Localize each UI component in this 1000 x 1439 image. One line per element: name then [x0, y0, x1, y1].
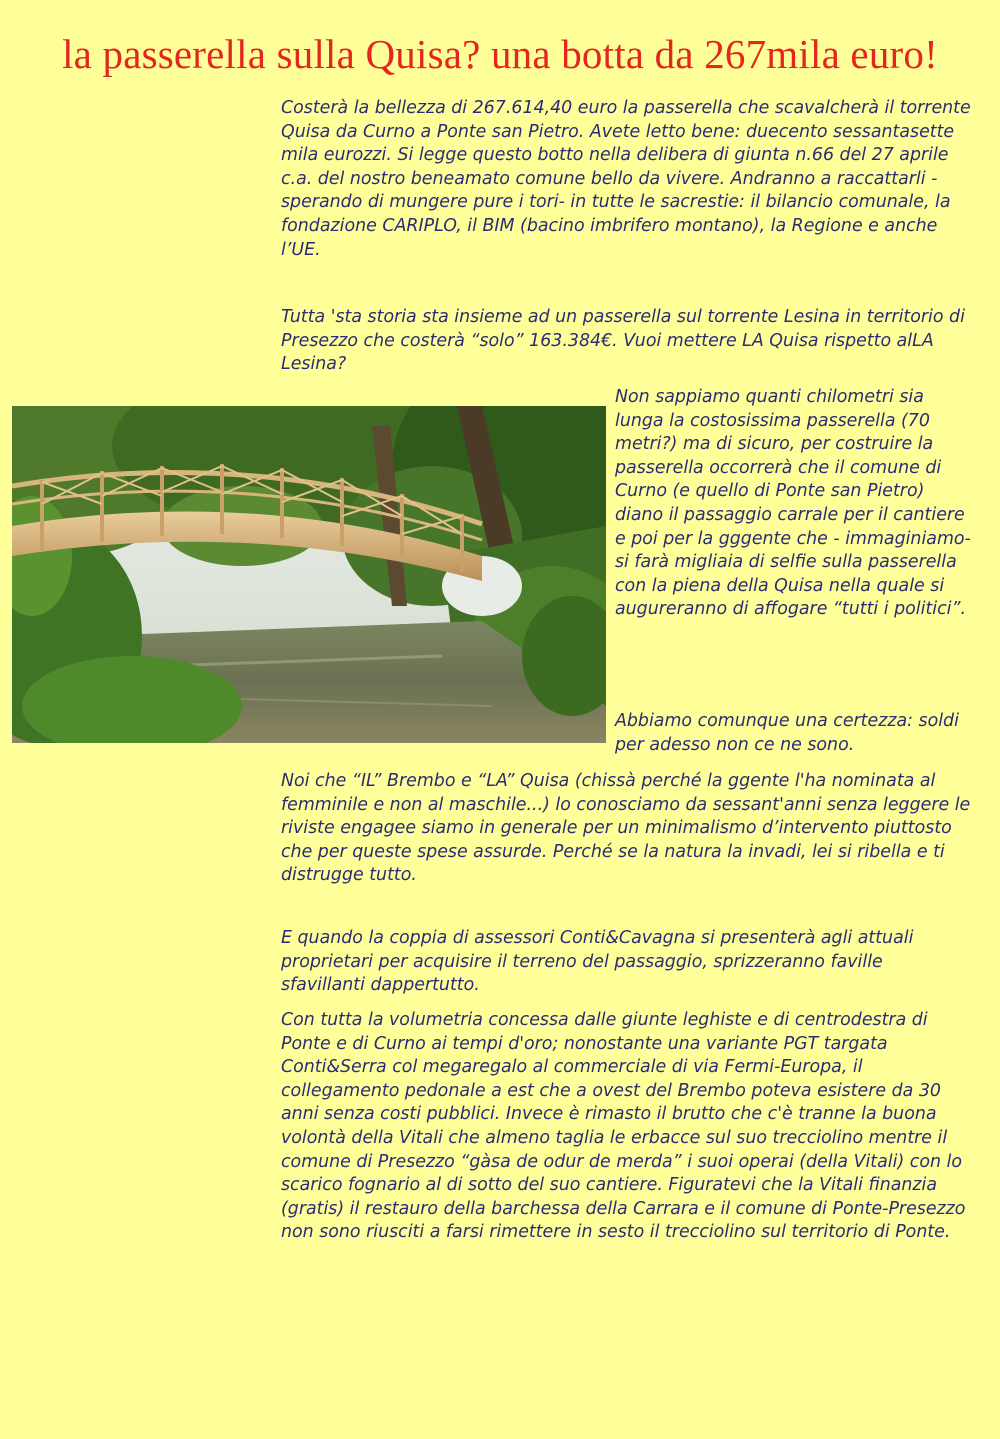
paragraph-lesina: Tutta 'sta storia sta insieme ad un passerella sul torrente Lesina in territorio di Presezzo che costerà “solo” 163.384€. Vuoi mettere LA Quisa rispetto alLA Lesina? — [281, 307, 965, 375]
paragraph-certainty: Abbiamo comunque una certezza: soldi per adesso non ce ne sono. — [615, 711, 959, 755]
paragraph-volumetria: Con tutta la volumetria concessa dalle giunte leghiste e di centrodestra di Ponte e di Curno ai tempi d'oro; nonostante una variante PGT targata Conti&Serra col megaregalo al commerciale di via Fermi-Europa, il collegamento pedonale a est che a ovest del Brembo poteva esistere da 30 anni senza costi pubblici. Invece è rimasto il brutto che c'è tranne la buona volontà della Vitali che almeno taglia le erbacce sul suo trecciolino mentre il comune di Presezzo “gàsa de odur de merda” i suoi operai (della Vitali) con lo scarico fognario al di sotto del suo cantiere. Figuratevi che la Vitali finanzia (gratis) il restauro della barchessa della Carrara e il comune di Ponte-Presezzo non sono riusciti a farsi rimettere in sesto il trecciolino sul territorio di Ponte. — [281, 1010, 966, 1243]
paragraph-cost: Costerà la bellezza di 267.614,40 euro la passerella che scavalcherà il torrente Quisa da Curno a Ponte san Pietro. Avete letto bene: duecento sessantasette mila eurozzi. Si legge questo botto nella delibera di giunta n.66 del 27 aprile c.a. del nostro beneamato comune bello da vivere. Andranno a raccattarli - sperando di mungere pure i tori- in tutte le sacrestie: il bilancio comunale, la fondazione CARIPLO, il BIM (bacino imbrifero montano), la Regione e anche l’UE. — [281, 98, 971, 260]
paragraph-brembo: Noi che “IL” Brembo e “LA” Quisa (chissà perché la ggente l'ha nominata al femminile e non al maschile...) lo conosciamo da sessant'anni senza leggere le riviste engagee siamo in generale per un minimalismo d’intervento piuttosto che per queste spese assurde. Perché se la natura la invadi, lei si ribella e ti distrugge tutto. — [281, 771, 971, 886]
bridge-photo — [12, 406, 606, 743]
paragraph-length: Non sappiamo quanti chilometri sia lunga la costosissima passerella (70 metri?) ma di sicuro, per costruire la passerella occorrerà che il comune di Curno (e quello di Ponte san Pietro) diano il passaggio carrale per il cantiere e poi per la gggente che - immaginiamo- si farà migliaia di selfie sulla passerella con la piena della Quisa nella quale si augureranno di affogare “tutti i politici”. — [615, 387, 971, 620]
page-title: la passerella sulla Quisa? una botta da 267mila euro! — [62, 31, 938, 77]
paragraph-assessori: E quando la coppia di assessori Conti&Cavagna si presenterà agli attuali proprietari per acquisire il terreno del passaggio, sprizzeranno faville sfavillanti dappertutto. — [281, 928, 914, 996]
